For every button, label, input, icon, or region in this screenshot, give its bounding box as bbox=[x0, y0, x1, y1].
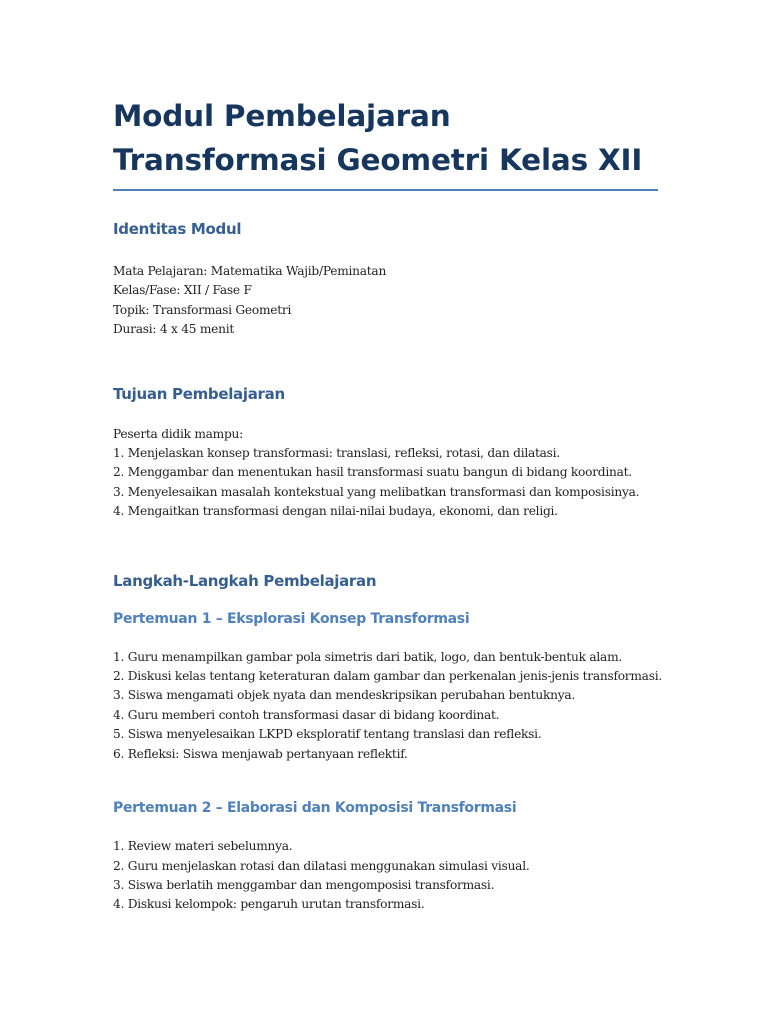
pertemuan-2-steps bbox=[113, 837, 658, 915]
identitas-line: Durasi: 4 x 45 menit bbox=[113, 322, 235, 337]
tujuan-item: 1. Menjelaskan konsep transformasi: translasi, refleksi, rotasi, dan dilatasi. bbox=[113, 446, 560, 461]
identitas-line: Mata Pelajaran: Matematika Wajib/Peminatan bbox=[113, 264, 387, 278]
list-item: 6. Refleksi: Siswa menjawab pertanyaan reflektif. bbox=[113, 746, 408, 761]
list-item: 1. Guru menampilkan gambar pola simetris dari batik, logo, dan bentuk-bentuk alam. bbox=[113, 649, 622, 664]
tujuan-intro: Peserta didik mampu: bbox=[113, 426, 243, 441]
identitas-line: Topik: Transformasi Geometri bbox=[113, 302, 292, 317]
list-item: 2. Diskusi kelas tentang keteraturan dalam gambar dan perkenalan jenis-jenis transformasi. bbox=[113, 669, 662, 684]
list-item: 1. Review materi sebelumnya. bbox=[113, 839, 293, 854]
heading-identitas-modul: Identitas Modul bbox=[113, 220, 242, 238]
list-item: 5. Siswa menyelesaikan LKPD eksploratif tentang translasi dan refleksi. bbox=[113, 727, 542, 742]
identitas-block bbox=[113, 262, 658, 340]
list-item: 3. Siswa mengamati objek nyata dan mendeskripsikan perubahan bentuknya. bbox=[113, 688, 576, 703]
tujuan-item: 3. Menyelesaikan masalah kontekstual yang melibatkan transformasi dan komposisinya. bbox=[113, 484, 640, 499]
heading-pertemuan-1: Pertemuan 1 – Eksplorasi Konsep Transformasi bbox=[113, 610, 470, 627]
tujuan-item: 2. Menggambar dan menentukan hasil transformasi suatu bangun di bidang koordinat. bbox=[113, 465, 632, 480]
pertemuan-1-steps bbox=[113, 648, 662, 764]
document-page bbox=[113, 94, 662, 915]
list-item: 3. Siswa berlatih menggambar dan mengomposisi transformasi. bbox=[113, 877, 495, 892]
identitas-line: Kelas/Fase: XII / Fase F bbox=[113, 283, 252, 298]
heading-langkah-pembelajaran: Langkah-Langkah Pembelajaran bbox=[113, 571, 377, 590]
list-item: 2. Guru menjelaskan rotasi dan dilatasi menggunakan simulasi visual. bbox=[113, 858, 530, 873]
list-item: 4. Diskusi kelompok: pengaruh urutan transformasi. bbox=[113, 897, 425, 912]
heading-pertemuan-2: Pertemuan 2 – Elaborasi dan Komposisi Transformasi bbox=[113, 800, 517, 817]
document-title: Modul Pembelajaran Transformasi Geometri Kelas XII bbox=[113, 94, 658, 191]
list-item: 4. Guru memberi contoh transformasi dasar di bidang koordinat. bbox=[113, 707, 500, 722]
tujuan-item: 4. Mengaitkan transformasi dengan nilai-nilai budaya, ekonomi, dan religi. bbox=[113, 504, 558, 519]
tujuan-block bbox=[113, 425, 658, 522]
heading-tujuan-pembelajaran: Tujuan Pembelajaran bbox=[113, 384, 285, 403]
